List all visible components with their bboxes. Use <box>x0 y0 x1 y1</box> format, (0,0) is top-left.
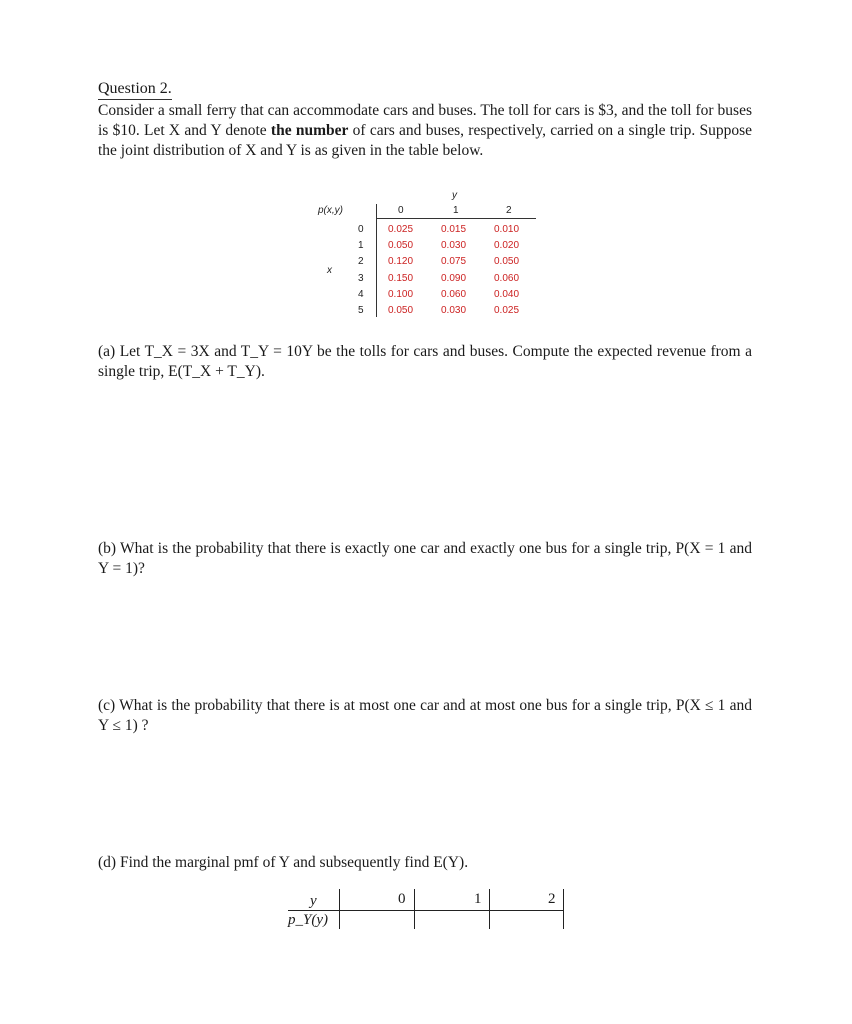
cell: 0.025 <box>494 305 520 316</box>
x-value: 4 <box>358 289 364 300</box>
y-header-0: 0 <box>398 205 404 216</box>
y-axis-label: y <box>452 190 457 201</box>
x-value: 3 <box>358 273 364 284</box>
corner-label: p(x,y) <box>318 205 343 216</box>
intro-paragraph <box>98 101 752 161</box>
intro-text-2: of cars and buses, respectively, carried on a single trip. Suppose the joint distribution of X and Y is as given in the table below. <box>98 122 752 159</box>
cell: 0.040 <box>494 289 520 300</box>
marginal-value-1: 1 <box>474 891 482 907</box>
question-c: (c) What is the probability that there is at most one car and at most one bus for a single trip, P(X ≤ 1 and Y ≤ 1) ? <box>98 697 752 734</box>
cell: 0.030 <box>441 305 467 316</box>
marginal-rule-1 <box>489 889 490 929</box>
cell: 0.050 <box>388 305 414 316</box>
marginal-rule-label <box>339 889 340 929</box>
question-d: (d) Find the marginal pmf of Y and subsequently find E(Y). <box>98 854 469 871</box>
table-vertical-rule <box>376 204 377 317</box>
marginal-value-2: 2 <box>548 891 556 907</box>
cell: 0.025 <box>388 224 414 235</box>
x-axis-label: x <box>327 265 332 276</box>
cell: 0.075 <box>441 256 467 267</box>
marginal-rule-0 <box>414 889 415 929</box>
x-value: 0 <box>358 224 364 235</box>
marginal-rule-2 <box>563 889 564 929</box>
cell: 0.050 <box>494 256 520 267</box>
cell: 0.120 <box>388 256 414 267</box>
cell: 0.030 <box>441 240 467 251</box>
marginal-value-0: 0 <box>398 891 406 907</box>
cell: 0.060 <box>494 273 520 284</box>
cell: 0.020 <box>494 240 520 251</box>
x-value: 5 <box>358 305 364 316</box>
cell: 0.060 <box>441 289 467 300</box>
cell: 0.090 <box>441 273 467 284</box>
question-heading: Question 2. <box>98 80 172 100</box>
marginal-y-label: y <box>310 893 317 909</box>
y-header-1: 1 <box>453 205 459 216</box>
cell: 0.015 <box>441 224 467 235</box>
cell: 0.150 <box>388 273 414 284</box>
table-horizontal-rule <box>376 218 536 219</box>
x-value: 1 <box>358 240 364 251</box>
marginal-horizontal-rule <box>288 910 564 911</box>
question-b: (b) What is the probability that there is exactly one car and exactly one bus for a single trip, P(X = 1 and Y = 1)? <box>98 540 752 577</box>
intro-text-1: Consider a small ferry that can accommodate cars and buses. The toll for cars is $3, and the toll for buses is $10. Let X and Y denote <box>98 102 752 139</box>
x-value: 2 <box>358 256 364 267</box>
y-header-2: 2 <box>506 205 512 216</box>
marginal-py-label: p_Y(y) <box>288 912 328 928</box>
cell: 0.100 <box>388 289 414 300</box>
cell: 0.050 <box>388 240 414 251</box>
question-a: (a) Let T_X = 3X and T_Y = 10Y be the tolls for cars and buses. Compute the expected revenue from a single trip, E(T_X + T_Y). <box>98 343 752 380</box>
intro-bold: the number <box>270 122 349 139</box>
cell: 0.010 <box>494 224 520 235</box>
